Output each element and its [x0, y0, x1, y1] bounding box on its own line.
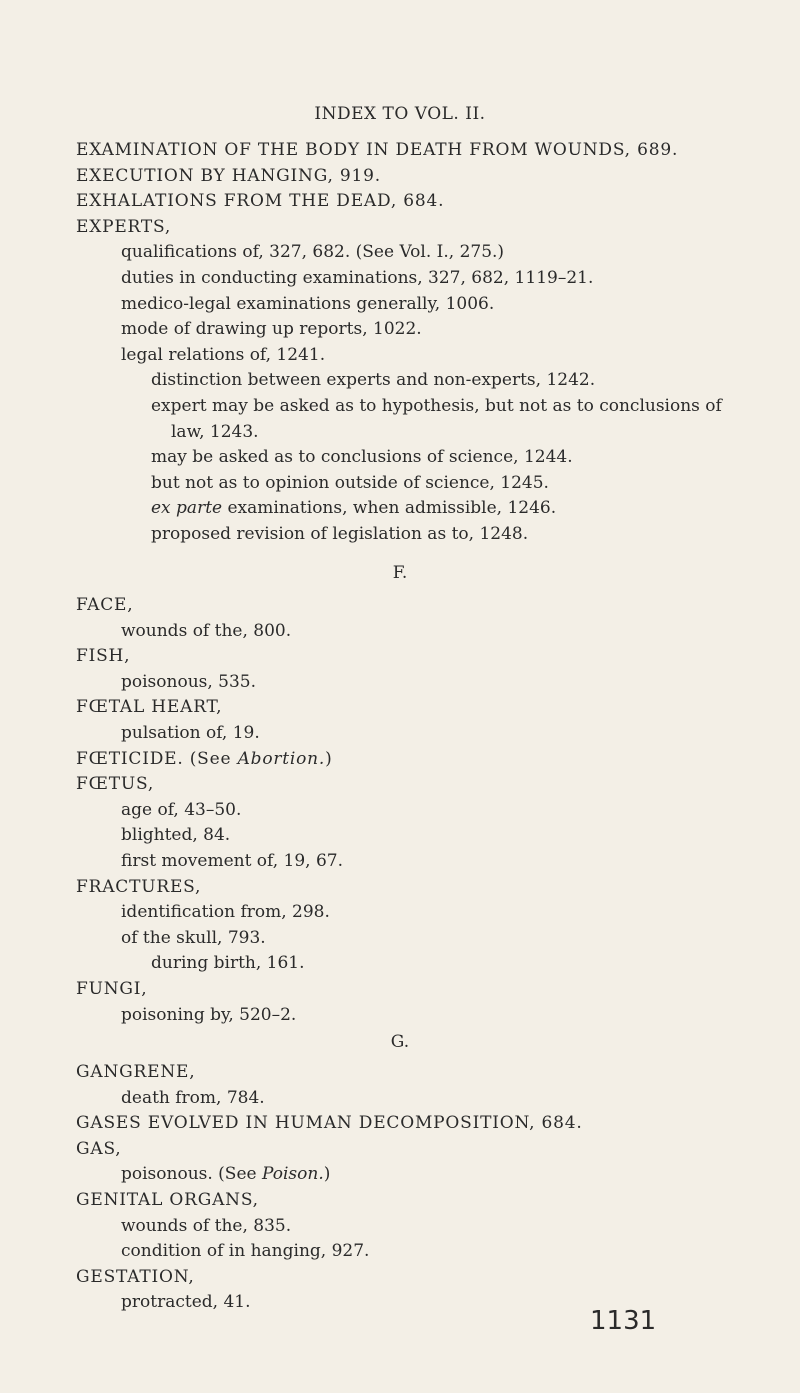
italic-term: Abortion. [237, 748, 326, 769]
index-subentry [76, 522, 766, 548]
entry-text: wounds of the, 835. [121, 1215, 292, 1236]
index-subentry [76, 1214, 766, 1240]
index-subentry [76, 619, 766, 645]
entry-text: medico-legal examinations generally, 1006. [121, 293, 495, 314]
entry-text: legal relations of, 1241. [121, 344, 326, 365]
entry-text: expert may be asked as to hypothesis, but not as to conclusions of [151, 395, 722, 416]
section-letter-f: F. [392, 563, 408, 583]
entry-text: poisonous. (See [121, 1164, 262, 1185]
index-heading [76, 875, 766, 901]
entry-text: blighted, 84. [121, 825, 231, 846]
italic-term: Poison. [261, 1164, 324, 1185]
entry-text: qualifications of, 327, 682. (See Vol. I., 275.) [121, 242, 505, 263]
entry-text: condition of in hanging, 927. [121, 1241, 370, 1262]
entry-text: GESTATION, [76, 1266, 195, 1287]
entry-text: ) [325, 748, 333, 769]
index-subentry [76, 1086, 766, 1112]
index-subentry [76, 266, 766, 292]
entry-text: law, 1243. [171, 421, 259, 442]
entry-text: EXHALATIONS FROM THE DEAD, 684. [76, 191, 445, 212]
entry-text: FRACTURES, [76, 876, 202, 897]
index-block-e [76, 138, 766, 548]
index-subentry [76, 823, 766, 849]
index-block-g [76, 1060, 766, 1316]
index-subentry [76, 670, 766, 696]
index-heading [76, 977, 766, 1003]
index-subentry [76, 951, 766, 977]
entry-text: of the skull, 793. [121, 927, 266, 948]
entry-text: pulsation of, 19. [121, 722, 260, 743]
index-subentry [76, 471, 766, 497]
italic-term: ex parte [151, 498, 223, 519]
index-heading [76, 215, 766, 241]
index-heading [76, 1111, 766, 1137]
entry-text: duties in conducting examinations, 327, 682, 1119–21. [121, 267, 594, 288]
entry-text: poisonous, 535. [121, 671, 257, 692]
index-subentry [76, 368, 766, 394]
entry-text: first movement of, 19, 67. [121, 850, 344, 871]
entry-text: FACE, [76, 595, 134, 615]
index-heading [76, 138, 766, 164]
entry-text: wounds of the, 800. [121, 620, 292, 641]
entry-text: but not as to opinion outside of science, 1245. [151, 472, 549, 493]
page-number: 1131 [590, 1306, 657, 1336]
index-block-f [76, 593, 766, 1028]
entry-text: GANGRENE, [76, 1062, 196, 1082]
index-subentry [76, 496, 766, 522]
index-subentry [76, 900, 766, 926]
index-subentry [76, 317, 766, 343]
entry-text: mode of drawing up reports, 1022. [121, 319, 422, 340]
entry-text: FUNGI, [76, 978, 148, 999]
entry-text: death from, 784. [121, 1087, 265, 1108]
entry-text: GENITAL ORGANS, [76, 1189, 259, 1210]
index-subentry [76, 1003, 766, 1029]
index-heading [76, 164, 766, 190]
index-heading [76, 1060, 766, 1086]
index-subentry [76, 1162, 766, 1188]
entry-text: GASES EVOLVED IN HUMAN DECOMPOSITION, 684. [76, 1113, 583, 1134]
index-subentry [76, 721, 766, 747]
entry-text: FŒTUS, [76, 774, 155, 795]
entry-text: EXPERTS, [76, 216, 172, 237]
index-subentry [76, 240, 766, 266]
running-head: INDEX TO VOL. II. [314, 104, 486, 124]
index-heading [76, 593, 766, 619]
index-subentry [76, 798, 766, 824]
entry-text: examinations, when admissible, 1246. [222, 498, 557, 519]
index-subentry [76, 394, 766, 420]
entry-text: FISH, [76, 646, 131, 667]
entry-text: proposed revision of legislation as to, 1248. [151, 523, 529, 544]
entry-text: FŒTAL HEART, [76, 697, 223, 718]
index-heading [76, 1137, 766, 1163]
entry-text: during birth, 161. [151, 953, 305, 974]
entry-text: FŒTICIDE. (See [76, 748, 238, 769]
index-heading [76, 695, 766, 721]
index-subentry [76, 343, 766, 369]
index-heading [76, 189, 766, 215]
entry-text: poisoning by, 520–2. [121, 1004, 297, 1025]
index-subentry [76, 1290, 766, 1316]
entry-text: distinction between experts and non-experts, 1242. [151, 370, 596, 391]
index-heading [76, 747, 766, 773]
entry-text: EXAMINATION OF THE BODY IN DEATH FROM WOUNDS, 689. [76, 140, 679, 160]
index-subentry [76, 849, 766, 875]
index-subentry [76, 445, 766, 471]
entry-text: GAS, [76, 1138, 122, 1159]
index-subentry [76, 292, 766, 318]
section-letter-g: G. [390, 1032, 410, 1052]
index-subentry [76, 926, 766, 952]
entry-text: ) [323, 1164, 331, 1185]
entry-text: may be asked as to conclusions of science, 1244. [151, 447, 573, 468]
entry-text: age of, 43–50. [121, 799, 242, 820]
entry-text: EXECUTION BY HANGING, 919. [76, 165, 381, 186]
index-subentry [76, 420, 766, 446]
entry-text: protracted, 41. [121, 1292, 251, 1313]
index-heading [76, 644, 766, 670]
entry-text: identification from, 298. [121, 902, 330, 923]
index-heading [76, 1188, 766, 1214]
index-heading [76, 1265, 766, 1291]
index-subentry [76, 1239, 766, 1265]
index-heading [76, 772, 766, 798]
